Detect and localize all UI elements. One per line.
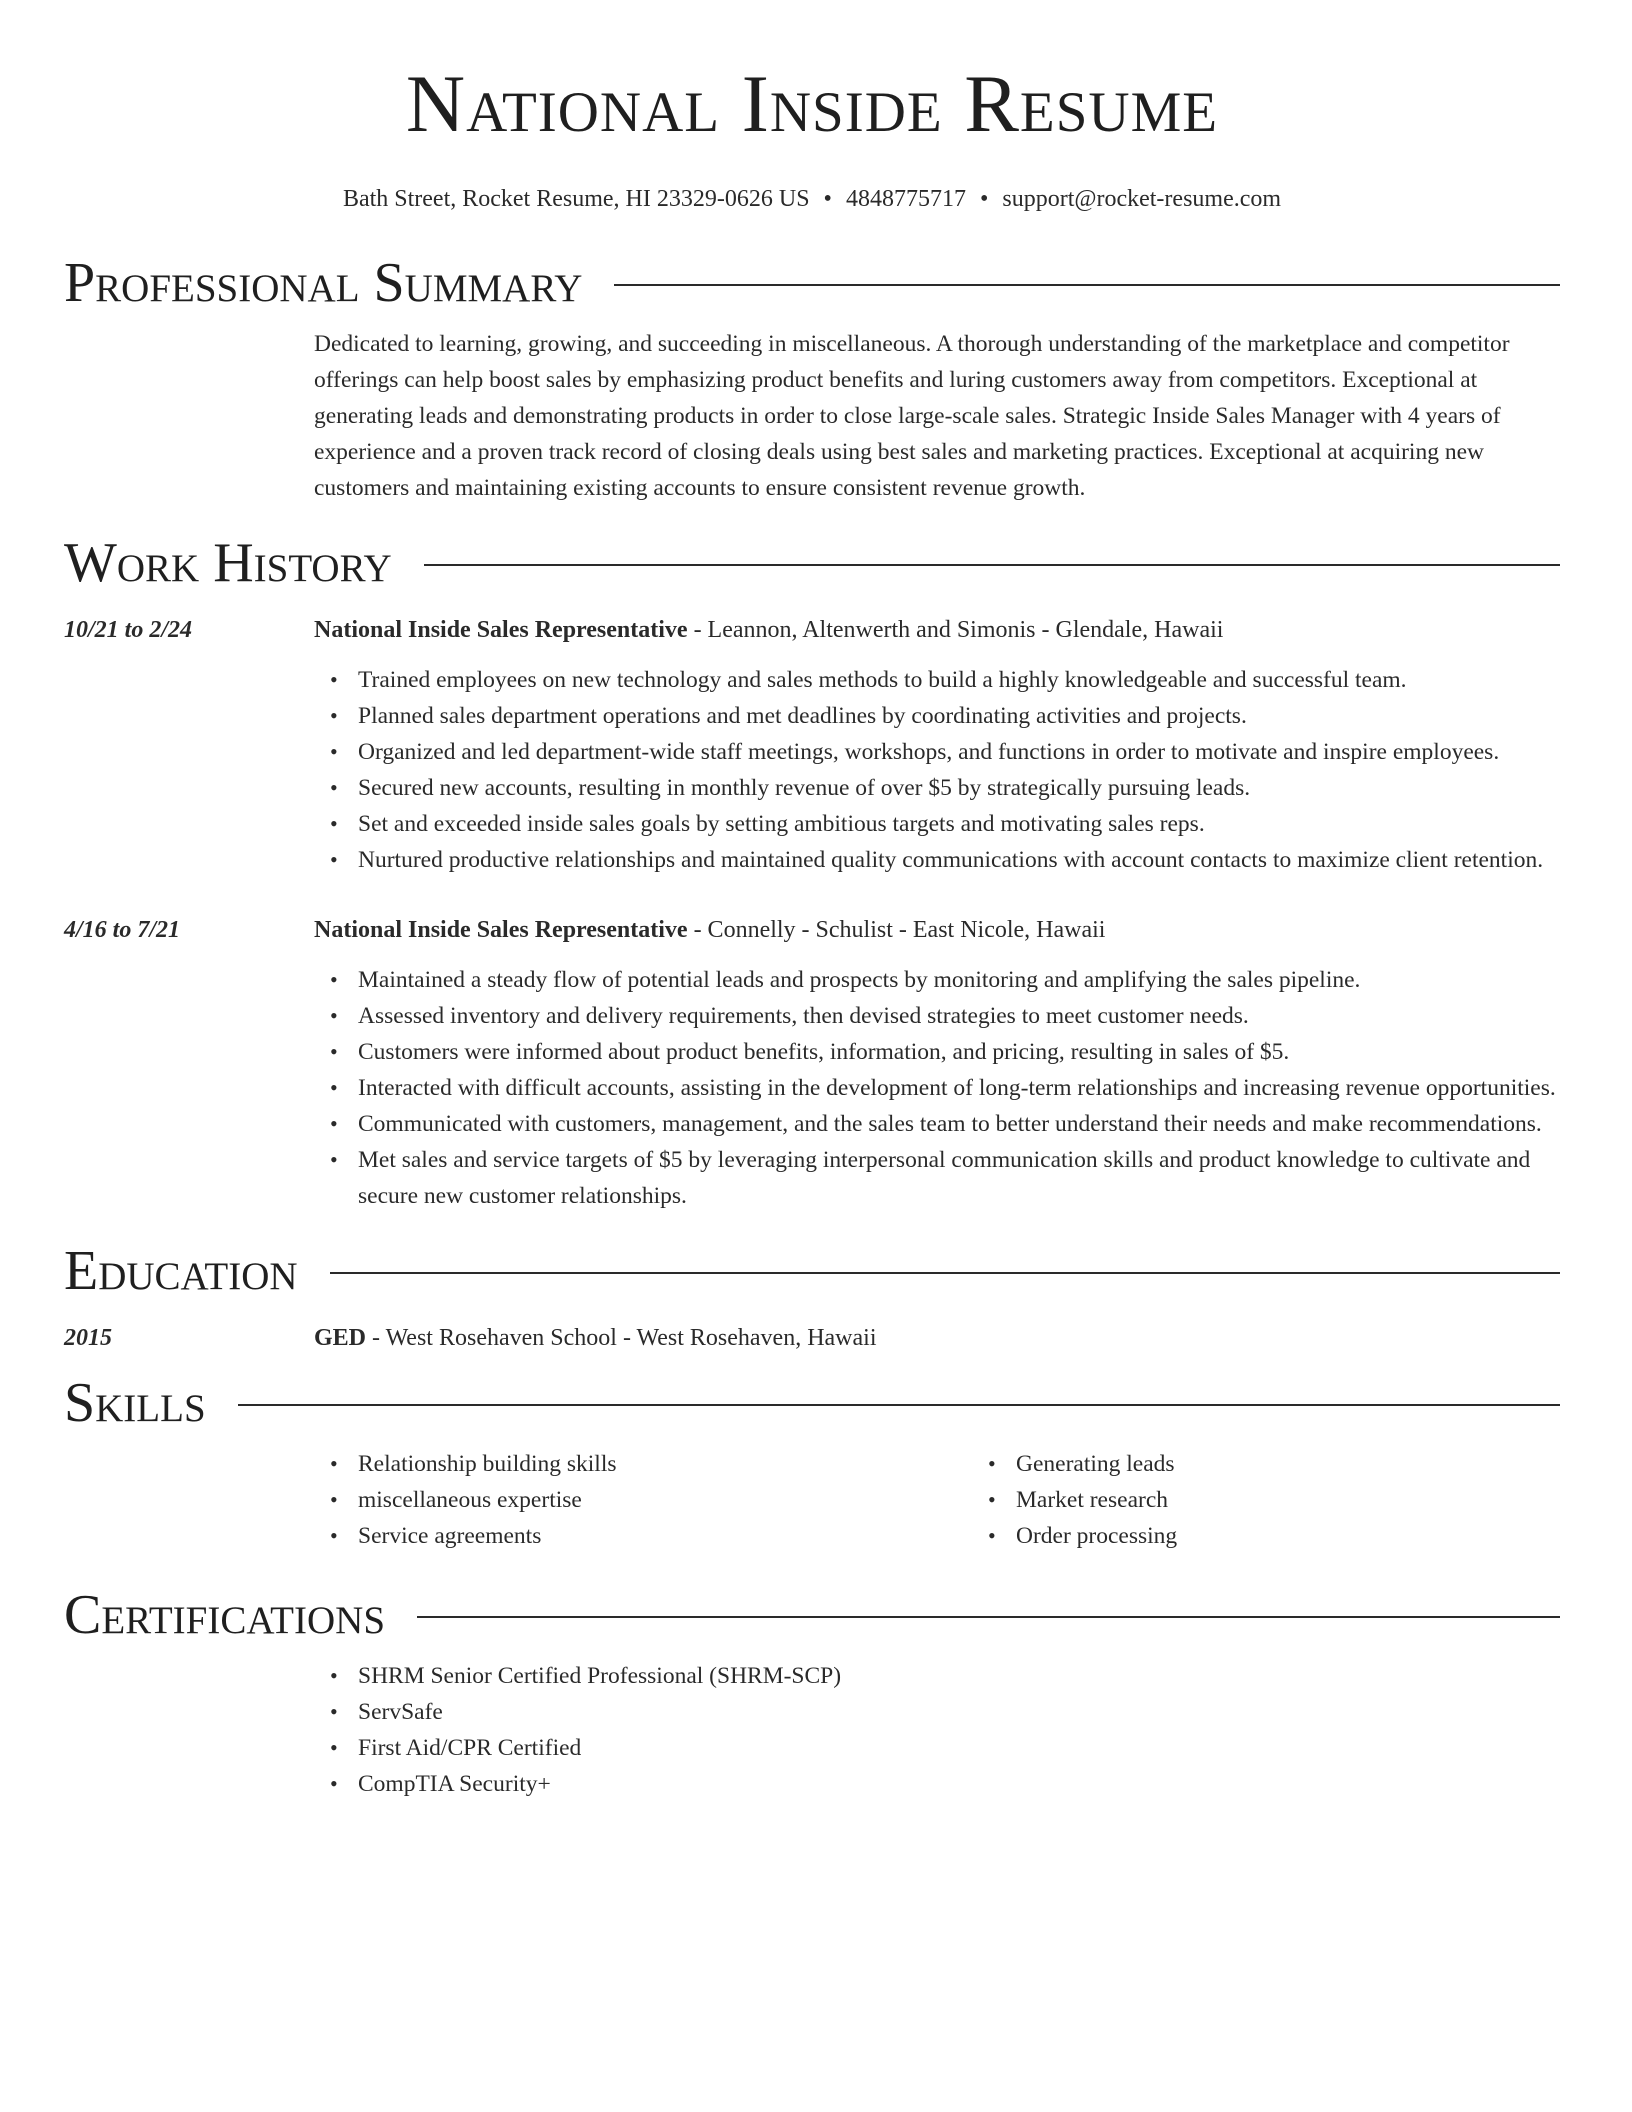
section-divider xyxy=(330,1272,1560,1274)
education-degree: GED xyxy=(314,1325,367,1351)
job-dates: 4/16 to 7/21 xyxy=(64,917,181,943)
resume-name: National Inside Resume xyxy=(405,58,1219,149)
contact-phone: 4848775717 xyxy=(845,186,966,212)
skills-column-left xyxy=(314,1446,972,1554)
job-dates: 10/21 to 2/24 xyxy=(64,617,193,643)
skills-list xyxy=(64,1434,1560,1554)
job-bullet: • Maintained a steady flow of potential leads and prospects by monitoring and amplifying the sales pipeline. xyxy=(358,962,1560,998)
skill-item: • Relationship building skills xyxy=(358,1446,972,1482)
job-heading xyxy=(314,612,1560,648)
contact-separator: • xyxy=(979,186,989,212)
job-bullet: • Trained employees on new technology and sales methods to build a highly knowledgeable and successful team. xyxy=(358,662,1560,698)
skills-column-right xyxy=(972,1446,1177,1554)
job-bullet: • Communicated with customers, management, and the sales team to better understand their needs and make recommendations. xyxy=(358,1106,1560,1142)
summary-text: Dedicated to learning, growing, and succeeding in miscellaneous. A thorough understanding of the marketplace and competitor offerings can help boost sales by emphasizing product benefits and luring customers away from competitors. Exceptional at generating leads and demonstrating products in order to close large-scale sales. Strategic Inside Sales Manager with 4 years of experience and a proven track record of closing deals using best sales and marketing practices. Exceptional at acquiring new customers and maintaining existing accounts to ensure consistent revenue growth. xyxy=(314,331,1510,501)
resume-page xyxy=(64,0,1560,1802)
job-details: - Leannon, Altenwerth and Simonis - Glendale, Hawaii xyxy=(687,617,1224,643)
education-details: - West Rosehaven School - West Rosehaven, Hawaii xyxy=(366,1325,877,1351)
skill-item: • Order processing xyxy=(1016,1518,1177,1554)
job-entry xyxy=(64,912,1560,1214)
section-divider xyxy=(417,1616,1560,1618)
certifications-items xyxy=(314,1658,1560,1802)
job-bullet: • Secured new accounts, resulting in monthly revenue of over $5 by strategically pursuing leads. xyxy=(358,770,1560,806)
certification-item: • First Aid/CPR Certified xyxy=(358,1730,1560,1766)
skill-item: • Generating leads xyxy=(1016,1446,1177,1482)
work-section-header xyxy=(64,532,1560,594)
job-bullet: • Met sales and service targets of $5 by leveraging interpersonal communication skills and product knowledge to cultivate and secure new customer relationships. xyxy=(358,1142,1560,1214)
certifications-list xyxy=(64,1646,1560,1802)
job-details: - Connelly - Schulist - East Nicole, Hawaii xyxy=(687,917,1106,943)
education-section-header xyxy=(64,1240,1560,1302)
job-bullet: • Planned sales department operations and met deadlines by coordinating activities and projects. xyxy=(358,698,1560,734)
education-line xyxy=(314,1320,1560,1356)
skill-item: • Service agreements xyxy=(358,1518,972,1554)
work-heading: Work History xyxy=(64,532,392,594)
contact-separator: • xyxy=(823,186,832,212)
section-divider xyxy=(238,1404,1560,1406)
contact-line xyxy=(64,184,1560,214)
skills-section-header xyxy=(64,1372,1560,1434)
skill-item: • miscellaneous expertise xyxy=(358,1482,972,1518)
section-divider xyxy=(424,564,1560,566)
job-bullet: • Set and exceeded inside sales goals by setting ambitious targets and motivating sales reps. xyxy=(358,806,1560,842)
certifications-heading: Certifications xyxy=(64,1584,386,1646)
job-bullets xyxy=(314,662,1560,878)
job-bullet: • Assessed inventory and delivery requirements, then devised strategies to meet customer needs. xyxy=(358,998,1560,1034)
job-bullet: • Organized and led department-wide staff meetings, workshops, and functions in order to motivate and inspire employees. xyxy=(358,734,1560,770)
summary-section-header xyxy=(64,252,1560,314)
skills-heading: Skills xyxy=(64,1372,206,1434)
certification-item: • SHRM Senior Certified Professional (SHRM-SCP) xyxy=(358,1658,1560,1694)
job-bullet: • Interacted with difficult accounts, assisting in the development of long-term relationships and increasing revenue opportunities. xyxy=(358,1070,1560,1106)
education-entry xyxy=(64,1320,1560,1356)
job-entry xyxy=(64,612,1560,878)
contact-address: Bath Street, Rocket Resume, HI 23329-0626 US xyxy=(342,186,810,212)
job-bullets xyxy=(314,962,1560,1214)
certification-item: • CompTIA Security+ xyxy=(358,1766,1560,1802)
job-title: National Inside Sales Representative xyxy=(314,917,688,943)
skill-item: • Market research xyxy=(1016,1482,1177,1518)
education-year: 2015 xyxy=(64,1325,112,1351)
section-divider xyxy=(614,284,1560,286)
job-bullet: • Nurtured productive relationships and maintained quality communications with account contacts to maximize client retention. xyxy=(358,842,1560,878)
certification-item: • ServSafe xyxy=(358,1694,1560,1730)
job-title: National Inside Sales Representative xyxy=(314,617,688,643)
contact-email: support@rocket-resume.com xyxy=(1002,186,1282,212)
job-heading xyxy=(314,912,1560,948)
job-bullet: • Customers were informed about product benefits, information, and pricing, resulting in sales of $5. xyxy=(358,1034,1560,1070)
certifications-section-header xyxy=(64,1584,1560,1646)
education-heading: Education xyxy=(64,1240,298,1302)
summary-heading: Professional Summary xyxy=(64,252,583,314)
